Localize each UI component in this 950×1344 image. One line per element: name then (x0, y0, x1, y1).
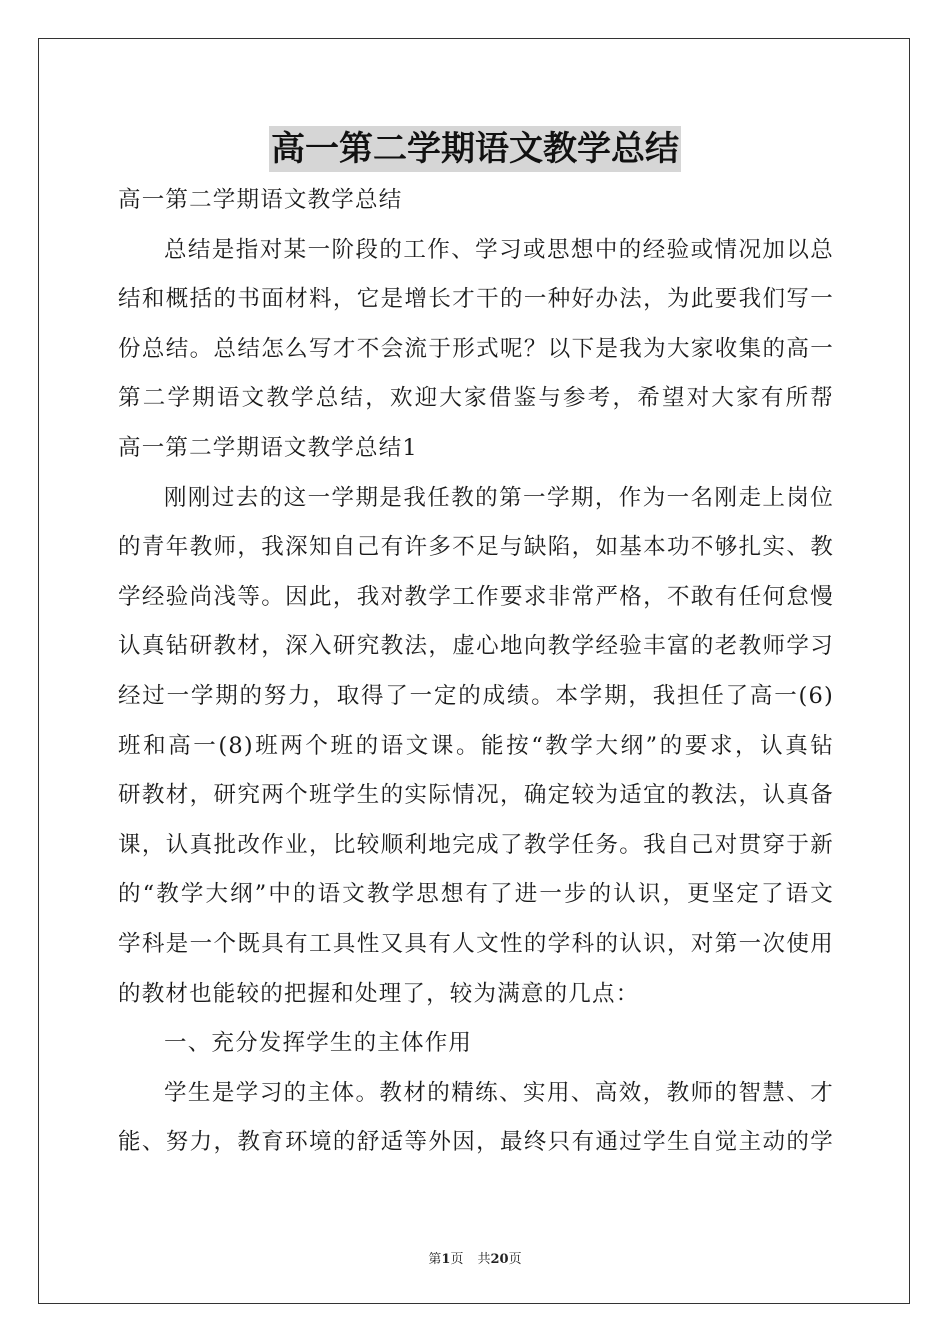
paragraph-line: 结和概括的书面材料，它是增长才干的一种好办法，为此要我们写一 (118, 286, 834, 313)
title-container (0, 126, 950, 172)
total-prefix: 共 (477, 1252, 491, 1267)
paragraph-line: 份总结。总结怎么写才不会流于形式呢？以下是我为大家收集的高一 (118, 335, 834, 362)
subtitle-line: 高一第二学期语文教学总结 (118, 187, 403, 213)
paragraph-line: 学生是学习的主体。教材的精练、实用、高效，教师的智慧、才 (164, 1079, 834, 1106)
paragraph-line: 研教材，研究两个班学生的实际情况，确定较为适宜的教法，认真备 (118, 782, 834, 809)
total-pages: 20 (490, 1252, 509, 1267)
document-title: 高一第二学期语文教学总结 (269, 126, 681, 172)
page-footer (0, 1248, 950, 1267)
paragraph-line: 的教材也能较的把握和处理了，较为满意的几点： (118, 980, 640, 1007)
paragraph-line: 第二学期语文教学总结，欢迎大家借鉴与参考，希望对大家有所帮 (118, 385, 834, 412)
paragraph-line: 学科是一个既具有工具性又具有人文性的学科的认识，对第一次使用 (118, 930, 834, 957)
paragraph-line: 课，认真批改作业，比较顺利地完成了教学任务。我自己对贯穿于新 (118, 831, 834, 858)
page-suffix: 页 (450, 1252, 464, 1267)
page-prefix: 第 (428, 1252, 442, 1267)
paragraph-line: 的“教学大纲”中的语文教学思想有了进一步的认识，更坚定了语文 (118, 881, 834, 908)
paragraph-line: 总结是指对某一阶段的工作、学习或思想中的经验或情况加以总 (164, 236, 834, 263)
paragraph-line: 的青年教师，我深知自己有许多不足与缺陷，如基本功不够扎实、教 (118, 534, 834, 561)
page-number: 1 (441, 1252, 451, 1267)
paragraph-line: 班和高一(8)班两个班的语文课。能按“教学大纲”的要求，认真钻 (118, 732, 834, 759)
document-body (118, 176, 834, 1168)
paragraph-line: 学经验尚浅等。因此，我对教学工作要求非常严格，不敢有任何怠慢 (118, 583, 834, 610)
paragraph-line: 认真钻研教材，深入研究教法，虚心地向教学经验丰富的老教师学习 (118, 633, 834, 660)
paragraph-line: 能、努力，教育环境的舒适等外因，最终只有通过学生自觉主动的学 (118, 1129, 834, 1156)
section-heading: 高一第二学期语文教学总结1 (118, 434, 418, 461)
subsection-heading: 一、充分发挥学生的主体作用 (164, 1030, 473, 1057)
paragraph-line: 经过一学期的努力，取得了一定的成绩。本学期，我担任了高一(6) (118, 682, 834, 709)
total-suffix: 页 (508, 1252, 522, 1267)
paragraph-line: 刚刚过去的这一学期是我任教的第一学期，作为一名刚走上岗位 (164, 484, 834, 511)
